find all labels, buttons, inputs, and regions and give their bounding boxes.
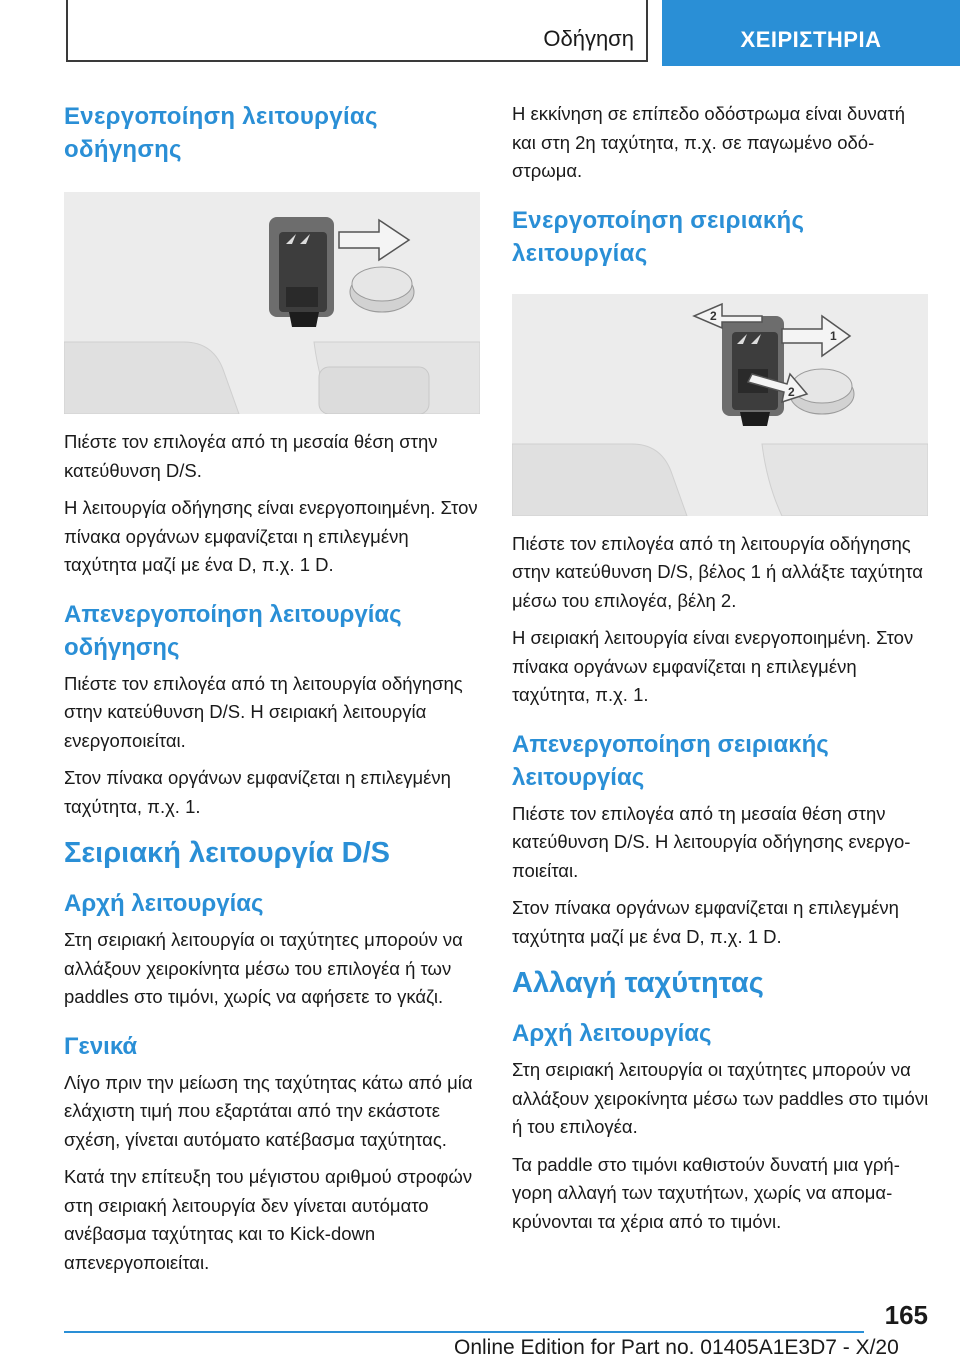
paragraph: Πιέστε τον επιλογέα από τη λειτουργία οδήγησης στην κατεύθυνση D/S, βέλος 1 ή αλλάξτε ταχύτητα μέσω του επιλογέα, βέλη 2. — [512, 532, 923, 611]
page-number: 165 — [884, 1300, 928, 1330]
paragraph: Πιέστε τον επιλογέα από τη λειτουργία οδήγησης στην κατεύθυνση D/S. Η σειριακή λειτουργία ενεργοποιείται. — [64, 672, 463, 751]
arrow-2-label: 2 — [710, 308, 717, 323]
edition-text: Online Edition for Part no. 01405A1E3D7 - X/20 — [454, 1336, 899, 1359]
paragraph: Λίγο πριν την μείωση της ταχύτητας κάτω από μία ελάχιστη τιμή που εξαρτάται από την εκάστοτε σχέση, γίνεται αυτόματο κατέβασμα ταχύτητας. — [64, 1071, 473, 1150]
heading-gear-change: Αλλαγή ταχύτητας — [512, 967, 764, 999]
gear-selector-arrows-illustration — [512, 294, 928, 516]
gear-selector-illustration — [64, 192, 480, 414]
paragraph: Τα paddle στο τιμόνι καθιστούν δυνατή μια γρήγορη αλλαγή των ταχυτήτων, χωρίς να απομακρύνονται τα χέρια από το τιμόνι. — [512, 1153, 900, 1232]
heading-deactivate-drive-mode: Απενεργοποίηση λειτουργίας οδήγησης — [64, 600, 402, 661]
paragraph: Η λειτουργία οδήγησης είναι ενεργοποιημένη. Στον πίνακα οργάνων εμφανίζεται η επιλεγμένη ταχύτητα μαζί με ένα D, π.χ. 1 D. — [64, 497, 478, 575]
header-frame — [66, 0, 648, 62]
arrow-2b-label: 2 — [788, 384, 795, 399]
figure-selector-serial-mode — [512, 294, 928, 516]
chapter-tab-label: ΧΕΙΡΙΣΤΗΡΙΑ — [740, 27, 882, 52]
section-title: Οδήγηση — [543, 26, 634, 51]
heading-principle: Αρχή λειτουργίας — [64, 890, 264, 917]
paragraph: Πιέστε τον επιλογέα από τη μεσαία θέση στην κατεύθυνση D/S. — [64, 431, 438, 481]
chapter-tab[interactable] — [662, 0, 960, 66]
paragraph: Η εκκίνηση σε επίπεδο οδόστρωμα είναι δυνατή και στη 2η ταχύτητα, π.χ. σε παγωμένο οδόστρωμα. — [512, 103, 905, 181]
footer-divider — [64, 1331, 864, 1333]
paragraph: Πιέστε τον επιλογέα από τη μεσαία θέση στην κατεύθυνση D/S. Η λειτουργία οδήγησης ενεργοποιείται. — [512, 802, 911, 881]
heading-deactivate-serial-mode: Απενεργοποίηση σειριακής λειτουργίας — [512, 730, 829, 791]
figure-selector-drive-mode — [64, 192, 480, 414]
heading-serial-mode: Σειριακή λειτουργία D/S — [64, 837, 391, 869]
paragraph: Η σειριακή λειτουργία είναι ενεργοποιημένη. Στον πίνακα οργάνων εμφανίζεται η επιλεγμένη ταχύτητα, π.χ. 1. — [512, 627, 914, 705]
paragraph: Στον πίνακα οργάνων εμφανίζεται η επιλεγμένη ταχύτητα μαζί με ένα D, π.χ. 1 D. — [512, 897, 899, 947]
left-column — [64, 100, 484, 1286]
paragraph: Στη σειριακή λειτουργία οι ταχύτητες μπορούν να αλλάξουν χειροκίνητα μέσω των paddles στο τιμόνι ή του επιλογέα. — [512, 1059, 929, 1137]
right-column — [512, 100, 932, 1245]
paragraph: Κατά την επίτευξη του μέγιστου αριθμού στροφών στη σειριακή λειτουργία δεν γίνεται αυτόματο ανέβασμα ταχύτητας και το Kick-down απενεργοποιείται. — [64, 1166, 473, 1273]
heading-activate-drive-mode: Ενεργοποίηση λειτουργίας οδήγησης — [64, 103, 378, 163]
heading-activate-serial-mode: Ενεργοποίηση σειριακής λειτουργίας — [512, 206, 805, 267]
paragraph: Στη σειριακή λειτουργία οι ταχύτητες μπορούν να αλλάξουν χειροκίνητα μέσω του επιλογέα ή των paddles στο τιμόνι, χωρίς να αφήσετε το γκάζι. — [64, 929, 463, 1007]
heading-principle: Αρχή λειτουργίας — [512, 1020, 712, 1047]
paragraph: Στον πίνακα οργάνων εμφανίζεται η επιλεγμένη ταχύτητα, π.χ. 1. — [64, 767, 451, 817]
heading-general: Γενικά — [64, 1032, 138, 1060]
arrow-1-label: 1 — [830, 328, 837, 343]
